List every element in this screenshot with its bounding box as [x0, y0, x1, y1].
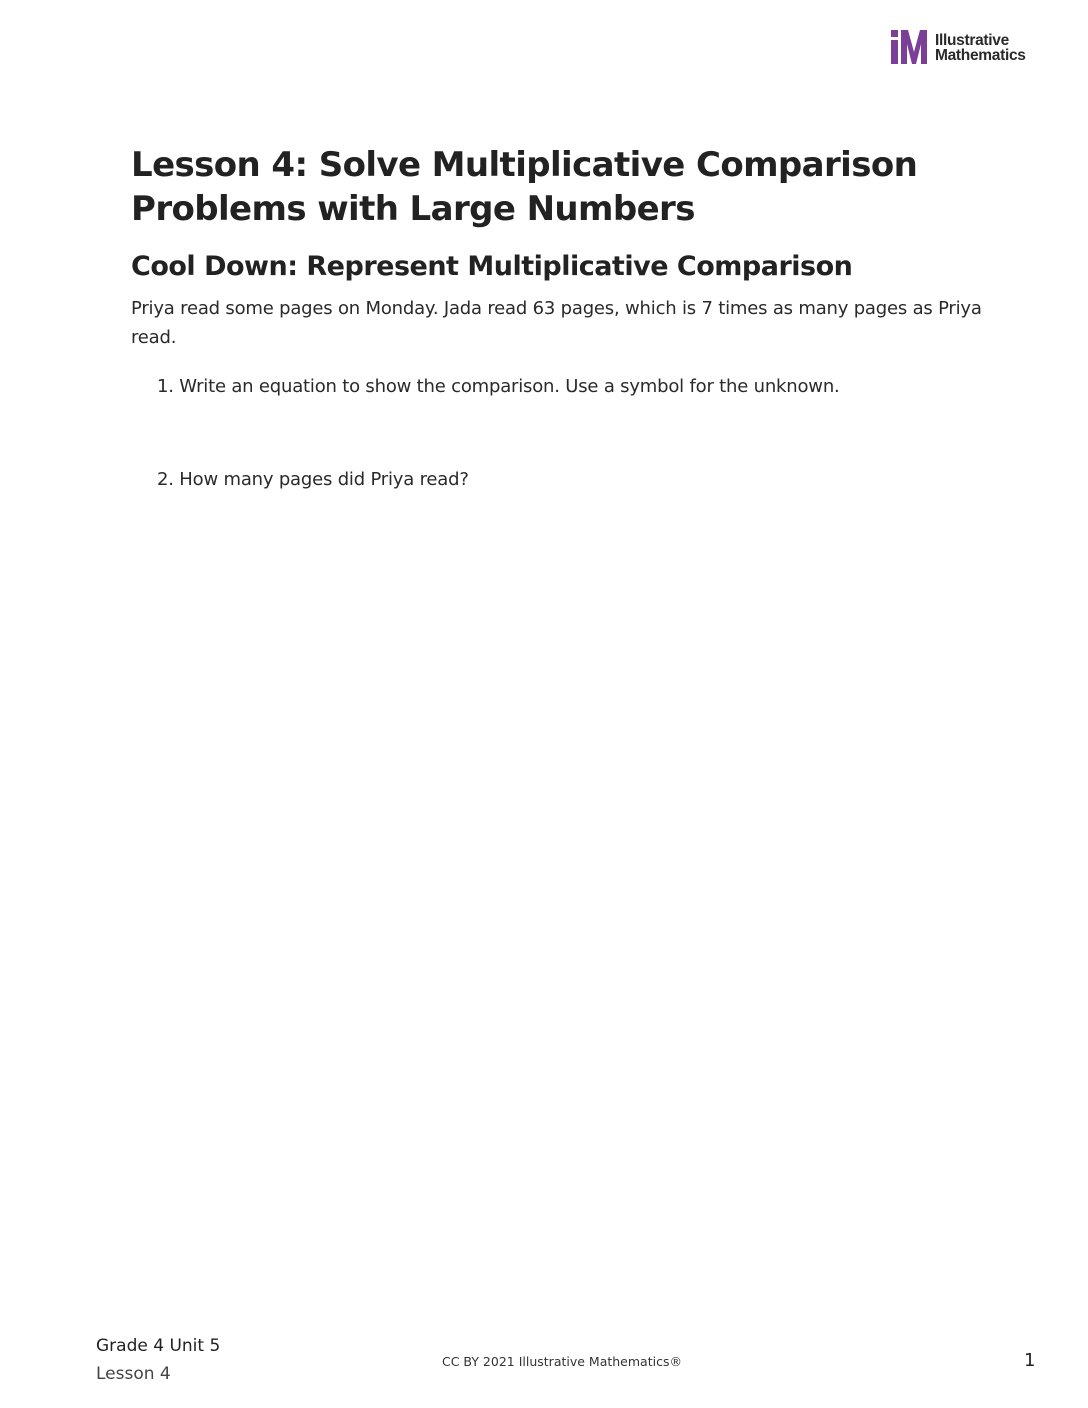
- im-logo-icon: [889, 30, 929, 66]
- brand-logo: [889, 30, 1026, 66]
- question-1: 1. Write an equation to show the comparison. Use a symbol for the unknown.: [157, 376, 840, 397]
- problem-intro: Priya read some pages on Monday. Jada read 63 pages, which is 7 times as many pages as Priya read.: [131, 298, 982, 348]
- logo-line-2: Mathematics: [935, 47, 1026, 64]
- question-2: 2. How many pages did Priya read?: [157, 469, 469, 490]
- page-title: Lesson 4: Solve Multiplicative Comparison Problems with Large Numbers: [131, 145, 918, 229]
- page-number: 1: [1024, 1350, 1036, 1371]
- logo-wordmark: [935, 33, 1026, 63]
- footer-lesson: Lesson 4: [96, 1364, 171, 1384]
- section-title: Cool Down: Represent Multiplicative Comparison: [131, 251, 853, 282]
- logo-line-1: Illustrative: [935, 32, 1009, 49]
- footer-grade-unit: Grade 4 Unit 5: [96, 1336, 221, 1356]
- footer-license: CC BY 2021 Illustrative Mathematics®: [442, 1354, 682, 1369]
